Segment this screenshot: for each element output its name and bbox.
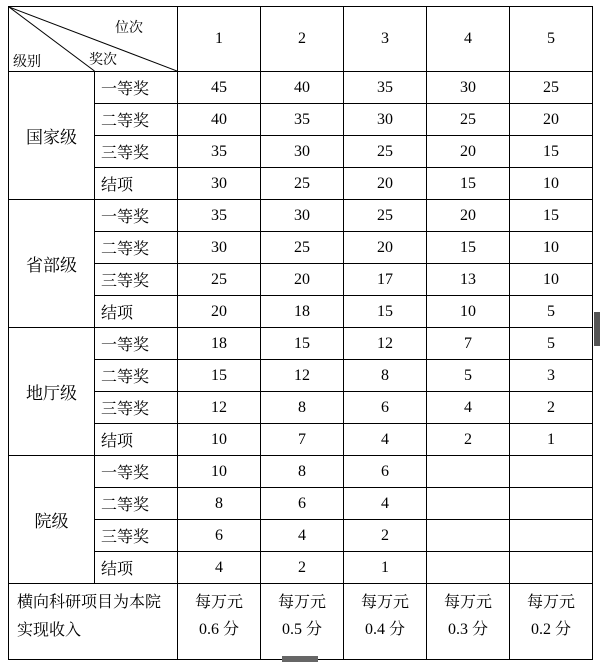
score-cell: 1 <box>510 424 593 456</box>
score-cell: 30 <box>178 168 261 200</box>
income-rule-label: 横向科研项目为本院实现收入 <box>9 584 178 660</box>
rank-header: 4 <box>427 7 510 72</box>
rate-points: 0.4 分 <box>364 621 405 638</box>
score-cell: 8 <box>178 488 261 520</box>
award-label: 一等奖 <box>95 456 178 488</box>
score-table <box>8 6 593 660</box>
score-cell: 8 <box>261 392 344 424</box>
rate-points: 0.6 分 <box>198 621 239 638</box>
score-cell: 40 <box>178 104 261 136</box>
award-label: 二等奖 <box>95 488 178 520</box>
score-cell: 4 <box>178 552 261 584</box>
score-cell: 30 <box>178 232 261 264</box>
score-cell: 12 <box>261 360 344 392</box>
income-rate-cell <box>261 584 344 660</box>
award-label: 一等奖 <box>95 72 178 104</box>
score-cell: 6 <box>178 520 261 552</box>
score-cell: 15 <box>178 360 261 392</box>
score-cell: 20 <box>178 296 261 328</box>
score-cell <box>427 520 510 552</box>
score-cell: 4 <box>344 424 427 456</box>
score-cell: 35 <box>178 136 261 168</box>
corner-level-label: 级别 <box>13 54 41 70</box>
table-row <box>9 232 593 264</box>
score-cell: 15 <box>344 296 427 328</box>
rate-unit: 每万元 <box>360 592 409 611</box>
score-cell: 15 <box>510 136 593 168</box>
table-row <box>9 360 593 392</box>
score-cell: 4 <box>344 488 427 520</box>
score-cell: 10 <box>178 456 261 488</box>
page-edge-mark <box>594 312 600 346</box>
score-cell: 25 <box>427 104 510 136</box>
score-cell: 45 <box>178 72 261 104</box>
table-row <box>9 520 593 552</box>
score-cell: 1 <box>344 552 427 584</box>
score-cell: 5 <box>510 328 593 360</box>
rate-unit: 每万元 <box>526 592 575 611</box>
score-cell <box>510 488 593 520</box>
award-label: 结项 <box>95 168 178 200</box>
score-cell: 18 <box>178 328 261 360</box>
score-cell <box>510 520 593 552</box>
rate-unit: 每万元 <box>277 592 326 611</box>
score-cell: 25 <box>261 232 344 264</box>
score-cell: 30 <box>344 104 427 136</box>
score-cell: 3 <box>510 360 593 392</box>
score-cell: 25 <box>261 168 344 200</box>
award-label: 三等奖 <box>95 136 178 168</box>
score-cell: 8 <box>261 456 344 488</box>
score-cell: 10 <box>510 168 593 200</box>
rate-unit: 每万元 <box>194 592 243 611</box>
score-cell: 2 <box>510 392 593 424</box>
score-cell: 20 <box>344 168 427 200</box>
score-cell <box>510 456 593 488</box>
level-label: 国家级 <box>9 72 95 200</box>
table-row <box>9 168 593 200</box>
level-label: 省部级 <box>9 200 95 328</box>
score-cell: 20 <box>344 232 427 264</box>
score-cell: 8 <box>344 360 427 392</box>
income-rate-cell <box>427 584 510 660</box>
score-cell: 12 <box>344 328 427 360</box>
table-row <box>9 328 593 360</box>
award-label: 一等奖 <box>95 200 178 232</box>
table-row <box>9 296 593 328</box>
score-cell: 20 <box>427 200 510 232</box>
score-cell: 20 <box>510 104 593 136</box>
score-cell: 15 <box>427 232 510 264</box>
income-rate-cell <box>344 584 427 660</box>
level-label: 院级 <box>9 456 95 584</box>
score-cell: 25 <box>344 200 427 232</box>
rate-points: 0.2 分 <box>530 621 571 638</box>
rank-header: 1 <box>178 7 261 72</box>
score-cell: 5 <box>427 360 510 392</box>
rate-points: 0.5 分 <box>281 621 322 638</box>
score-cell: 15 <box>427 168 510 200</box>
score-cell: 15 <box>261 328 344 360</box>
award-label: 结项 <box>95 424 178 456</box>
score-cell: 12 <box>178 392 261 424</box>
table-row <box>9 104 593 136</box>
table-row <box>9 200 593 232</box>
award-label: 二等奖 <box>95 232 178 264</box>
award-label: 一等奖 <box>95 328 178 360</box>
rank-header: 5 <box>510 7 593 72</box>
score-cell: 6 <box>344 456 427 488</box>
award-label: 结项 <box>95 552 178 584</box>
footer-row <box>9 584 593 660</box>
score-cell: 25 <box>344 136 427 168</box>
score-cell: 40 <box>261 72 344 104</box>
table-row <box>9 264 593 296</box>
score-cell <box>510 552 593 584</box>
rate-unit: 每万元 <box>443 592 492 611</box>
table-row <box>9 136 593 168</box>
table-row <box>9 72 593 104</box>
page-edge-mark <box>282 656 318 662</box>
score-cell: 6 <box>261 488 344 520</box>
table-row <box>9 488 593 520</box>
score-cell: 30 <box>261 136 344 168</box>
score-cell: 25 <box>510 72 593 104</box>
award-label: 结项 <box>95 296 178 328</box>
award-label: 二等奖 <box>95 360 178 392</box>
score-cell: 2 <box>261 552 344 584</box>
level-label: 地厅级 <box>9 328 95 456</box>
header-row <box>9 7 593 72</box>
score-cell: 10 <box>510 232 593 264</box>
score-cell: 20 <box>261 264 344 296</box>
income-rate-cell <box>510 584 593 660</box>
table-row <box>9 424 593 456</box>
score-cell: 30 <box>261 200 344 232</box>
score-cell: 7 <box>427 328 510 360</box>
score-cell: 35 <box>261 104 344 136</box>
rate-points: 0.3 分 <box>447 621 488 638</box>
award-label: 三等奖 <box>95 392 178 424</box>
table-row <box>9 392 593 424</box>
score-cell: 6 <box>344 392 427 424</box>
score-cell <box>427 552 510 584</box>
score-cell: 4 <box>427 392 510 424</box>
score-cell: 10 <box>427 296 510 328</box>
award-label: 三等奖 <box>95 264 178 296</box>
score-cell: 13 <box>427 264 510 296</box>
diagonal-header-cell <box>9 7 178 72</box>
score-cell: 7 <box>261 424 344 456</box>
score-cell <box>427 488 510 520</box>
award-label: 二等奖 <box>95 104 178 136</box>
score-cell: 18 <box>261 296 344 328</box>
rank-header: 3 <box>344 7 427 72</box>
corner-award-label: 奖次 <box>89 52 117 68</box>
rank-header: 2 <box>261 7 344 72</box>
table-row <box>9 456 593 488</box>
score-cell: 35 <box>178 200 261 232</box>
score-cell: 17 <box>344 264 427 296</box>
score-cell: 10 <box>510 264 593 296</box>
income-rate-cell <box>178 584 261 660</box>
score-cell: 5 <box>510 296 593 328</box>
score-cell: 2 <box>427 424 510 456</box>
score-cell <box>427 456 510 488</box>
award-label: 三等奖 <box>95 520 178 552</box>
score-cell: 15 <box>510 200 593 232</box>
score-cell: 4 <box>261 520 344 552</box>
score-cell: 2 <box>344 520 427 552</box>
score-cell: 25 <box>178 264 261 296</box>
score-cell: 20 <box>427 136 510 168</box>
score-cell: 35 <box>344 72 427 104</box>
corner-rank-label: 位次 <box>115 20 143 36</box>
score-cell: 10 <box>178 424 261 456</box>
score-cell: 30 <box>427 72 510 104</box>
table-row <box>9 552 593 584</box>
